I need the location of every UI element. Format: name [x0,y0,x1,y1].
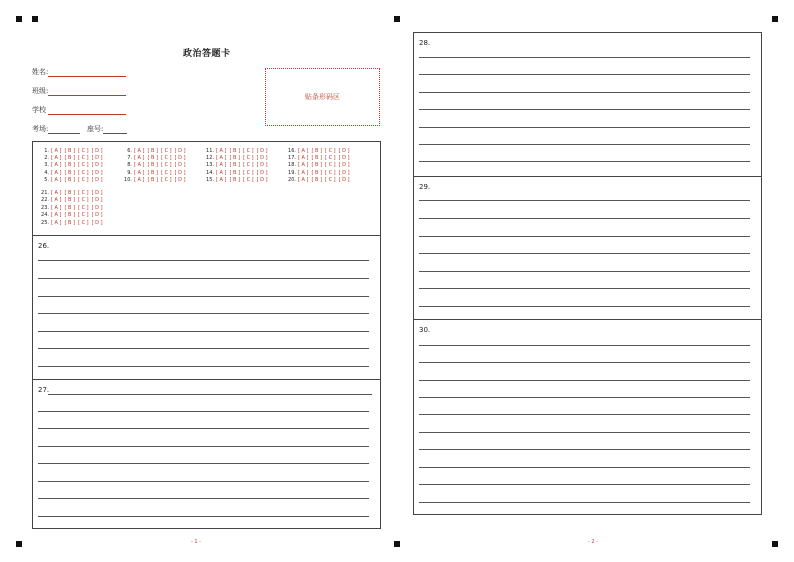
mc-question-number: 25. [41,220,49,226]
registration-mark [772,16,778,22]
question-28-box [413,32,762,177]
mc-option-bubble[interactable]: [ B ] [147,148,159,154]
mc-option-bubble[interactable]: [ A ] [134,170,145,176]
mc-option-bubble[interactable]: [ A ] [51,197,62,203]
mc-option-bubble[interactable]: [ C ] [161,177,172,183]
question-28-number: 28. [419,39,431,47]
mc-option-bubble[interactable]: [ B ] [229,162,241,168]
mc-option-bubble[interactable]: [ D ] [256,162,268,168]
mc-option-bubble[interactable]: [ B ] [64,162,76,168]
class-label: 班级: [32,87,49,95]
class-field[interactable] [32,86,126,96]
mc-option-bubble[interactable]: [ B ] [229,177,241,183]
class-input-line[interactable] [48,88,126,96]
mc-question-row [285,170,353,176]
answer-writing-line[interactable] [38,411,369,412]
mc-option-bubble[interactable]: [ D ] [91,197,103,203]
mc-option-bubble[interactable]: [ A ] [298,155,309,161]
mc-option-bubble[interactable]: [ A ] [51,170,62,176]
answer-writing-line[interactable] [419,449,750,450]
mc-option-bubble[interactable]: [ A ] [298,170,309,176]
mc-option-bubble[interactable]: [ D ] [256,155,268,161]
mc-option-bubble[interactable]: [ A ] [51,190,62,196]
mc-option-bubble[interactable]: [ D ] [338,170,350,176]
answer-writing-line[interactable] [419,306,750,307]
mc-question-row [121,155,189,161]
mc-option-bubble[interactable]: [ D ] [91,170,103,176]
mc-option-bubble[interactable]: [ D ] [338,148,350,154]
mc-question-number: 10. [124,177,132,183]
mc-option-bubble[interactable]: [ A ] [51,205,62,211]
mc-option-bubble[interactable]: [ B ] [311,177,323,183]
registration-mark [772,541,778,547]
mc-question-row [203,162,271,168]
mc-question-number: 22. [41,197,49,203]
page-number: - 2 - [588,539,598,545]
mc-option-bubble[interactable]: [ B ] [64,190,76,196]
mc-option-bubble[interactable]: [ A ] [134,155,145,161]
mc-option-bubble[interactable]: [ D ] [174,162,186,168]
question-30-number: 30. [419,326,431,334]
barcode-label: 贴条形码区 [305,93,340,101]
mc-option-bubble[interactable]: [ B ] [64,197,76,203]
mc-option-bubble[interactable]: [ B ] [311,148,323,154]
answer-writing-line[interactable] [48,394,372,395]
mc-option-bubble[interactable]: [ C ] [78,148,89,154]
mc-question-row [38,220,106,226]
answer-writing-line[interactable] [419,432,750,433]
name-field[interactable] [32,67,126,77]
answer-writing-line[interactable] [38,463,369,464]
mc-question-number: 11. [206,148,214,154]
registration-mark [32,16,38,22]
mc-question-row [38,212,106,218]
question-27-box [32,379,381,529]
mc-question-number: 16. [288,148,296,154]
mc-option-bubble[interactable]: [ B ] [147,155,159,161]
mc-option-bubble[interactable]: [ D ] [174,170,186,176]
mc-option-bubble[interactable]: [ C ] [325,170,336,176]
mc-option-bubble[interactable]: [ D ] [91,205,103,211]
mc-question-number: 7. [127,155,132,161]
answer-writing-line[interactable] [419,200,750,201]
mc-option-bubble[interactable]: [ D ] [91,212,103,218]
mc-option-bubble[interactable]: [ B ] [64,212,76,218]
mc-option-bubble[interactable]: [ D ] [91,162,103,168]
mc-option-bubble[interactable]: [ A ] [298,162,309,168]
mc-option-bubble[interactable]: [ B ] [64,220,76,226]
answer-writing-line[interactable] [419,161,750,162]
school-input-line[interactable] [48,107,126,115]
mc-question-number: 14. [206,170,214,176]
mc-option-bubble[interactable]: [ A ] [134,177,145,183]
mc-option-bubble[interactable]: [ A ] [216,148,227,154]
answer-writing-line[interactable] [419,467,750,468]
answer-writing-line[interactable] [38,446,369,447]
mc-option-bubble[interactable]: [ C ] [325,155,336,161]
name-input-line[interactable] [48,69,126,77]
answer-writing-line[interactable] [38,428,369,429]
mc-option-bubble[interactable]: [ B ] [229,148,241,154]
answer-writing-line[interactable] [38,516,369,517]
mc-option-bubble[interactable]: [ D ] [91,220,103,226]
answer-writing-line[interactable] [419,236,750,237]
mc-question-row [38,190,106,196]
answer-writing-line[interactable] [419,57,750,58]
registration-mark [16,541,22,547]
mc-option-bubble[interactable]: [ A ] [134,162,145,168]
barcode-area [265,68,380,126]
answer-writing-line[interactable] [38,296,369,297]
answer-writing-line[interactable] [419,74,750,75]
answer-writing-line[interactable] [38,260,369,261]
answer-writing-line[interactable] [419,345,750,346]
seat-label: 座号: [87,125,104,133]
registration-mark [16,16,22,22]
answer-writing-line[interactable] [419,109,750,110]
mc-question-number: 3. [44,162,49,168]
mc-option-bubble[interactable]: [ B ] [64,177,76,183]
mc-option-bubble[interactable]: [ B ] [229,155,241,161]
mc-question-number: 8. [127,162,132,168]
mc-question-row [121,170,189,176]
mc-option-bubble[interactable]: [ C ] [243,148,254,154]
mc-question-number: 20. [288,177,296,183]
mc-option-bubble[interactable]: [ C ] [243,170,254,176]
mc-question-row [38,177,106,183]
mc-option-bubble[interactable]: [ A ] [51,162,62,168]
mc-option-bubble[interactable]: [ B ] [64,170,76,176]
exam-room-label: 考场: [32,125,49,133]
question-29-box [413,176,762,320]
answer-writing-line[interactable] [38,278,369,279]
mc-option-bubble[interactable]: [ A ] [298,177,309,183]
mc-option-bubble[interactable]: [ B ] [64,155,76,161]
answer-writing-line[interactable] [419,92,750,93]
mc-option-bubble[interactable]: [ B ] [147,170,159,176]
answer-writing-line[interactable] [38,331,369,332]
answer-writing-line[interactable] [419,397,750,398]
mc-option-bubble[interactable]: [ C ] [161,148,172,154]
mc-question-number: 2. [44,155,49,161]
answer-writing-line[interactable] [38,348,369,349]
mc-option-bubble[interactable]: [ C ] [243,155,254,161]
question-27-number: 27. [38,386,50,394]
school-label: 学校 [32,106,46,114]
mc-option-bubble[interactable]: [ A ] [216,177,227,183]
mc-question-row [121,148,189,154]
answer-writing-line[interactable] [419,218,750,219]
mc-option-bubble[interactable]: [ B ] [229,170,241,176]
mc-question-row [121,177,189,183]
mc-option-bubble[interactable]: [ D ] [256,148,268,154]
answer-writing-line[interactable] [419,414,750,415]
exam-room-input-line[interactable] [48,126,80,134]
mc-question-row [38,155,106,161]
mc-option-bubble[interactable]: [ D ] [256,177,268,183]
mc-option-bubble[interactable]: [ B ] [147,177,159,183]
answer-writing-line[interactable] [38,313,369,314]
mc-option-bubble[interactable]: [ D ] [91,148,103,154]
answer-writing-line[interactable] [38,481,369,482]
mc-option-bubble[interactable]: [ C ] [78,197,89,203]
mc-question-row [203,148,271,154]
mc-option-bubble[interactable]: [ A ] [216,155,227,161]
mc-question-row [203,177,271,183]
mc-option-bubble[interactable]: [ A ] [134,148,145,154]
mc-option-bubble[interactable]: [ C ] [78,170,89,176]
exam-room-field[interactable] [32,124,127,134]
mc-question-row [203,155,271,161]
mc-question-row [121,162,189,168]
mc-option-bubble[interactable]: [ D ] [338,162,350,168]
mc-option-bubble[interactable]: [ A ] [51,148,62,154]
mc-option-bubble[interactable]: [ D ] [174,155,186,161]
question-29-number: 29. [419,183,431,191]
mc-option-bubble[interactable]: [ C ] [325,148,336,154]
mc-option-bubble[interactable]: [ C ] [243,162,254,168]
answer-writing-line[interactable] [419,502,750,503]
mc-option-bubble[interactable]: [ C ] [325,177,336,183]
answer-writing-line[interactable] [419,288,750,289]
mc-option-bubble[interactable]: [ B ] [147,162,159,168]
answer-writing-line[interactable] [38,366,369,367]
mc-question-row [285,155,353,161]
mc-question-row [285,162,353,168]
mc-question-number: 21. [41,190,49,196]
mc-question-number: 15. [206,177,214,183]
mc-option-bubble[interactable]: [ D ] [174,177,186,183]
mc-question-number: 19. [288,170,296,176]
mc-option-bubble[interactable]: [ B ] [311,155,323,161]
mc-question-number: 24. [41,212,49,218]
answer-writing-line[interactable] [419,380,750,381]
mc-question-number: 12. [206,155,214,161]
mc-option-bubble[interactable]: [ B ] [311,162,323,168]
mc-question-row [203,170,271,176]
mc-option-bubble[interactable]: [ C ] [78,162,89,168]
answer-writing-line[interactable] [38,498,369,499]
mc-question-number: 1. [44,148,49,154]
answer-writing-line[interactable] [419,271,750,272]
mc-option-bubble[interactable]: [ B ] [64,148,76,154]
mc-option-bubble[interactable]: [ A ] [51,220,62,226]
school-field[interactable] [32,105,126,115]
question-26-box [32,235,381,380]
answer-writing-line[interactable] [419,127,750,128]
page-number: - 1 - [191,539,201,545]
mc-option-bubble[interactable]: [ A ] [298,148,309,154]
name-label: 姓名: [32,68,49,76]
mc-option-bubble[interactable]: [ B ] [64,205,76,211]
mc-option-bubble[interactable]: [ D ] [174,148,186,154]
mc-option-bubble[interactable]: [ A ] [216,170,227,176]
mc-question-row [38,205,106,211]
mc-option-bubble[interactable]: [ C ] [78,177,89,183]
mc-option-bubble[interactable]: [ C ] [161,170,172,176]
mc-option-bubble[interactable]: [ C ] [78,220,89,226]
mc-question-number: 5. [44,177,49,183]
mc-question-row [38,170,106,176]
page-title: 政治答题卡 [183,49,231,59]
mc-option-bubble[interactable]: [ C ] [325,162,336,168]
answer-writing-line[interactable] [419,362,750,363]
mc-question-number: 6. [127,148,132,154]
mc-option-bubble[interactable]: [ C ] [78,205,89,211]
mc-option-bubble[interactable]: [ C ] [78,190,89,196]
mc-option-bubble[interactable]: [ B ] [311,170,323,176]
mc-option-bubble[interactable]: [ D ] [256,170,268,176]
mc-option-bubble[interactable]: [ D ] [91,155,103,161]
registration-mark [394,16,400,22]
question-30-box [413,319,762,515]
mc-question-row [38,197,106,203]
mc-question-number: 4. [44,170,49,176]
mc-question-number: 18. [288,162,296,168]
mc-question-number: 17. [288,155,296,161]
mc-option-bubble[interactable]: [ C ] [161,155,172,161]
mc-option-bubble[interactable]: [ A ] [51,155,62,161]
answer-writing-line[interactable] [419,253,750,254]
mc-option-bubble[interactable]: [ D ] [91,177,103,183]
mc-question-row [285,148,353,154]
mc-option-bubble[interactable]: [ D ] [338,155,350,161]
mc-question-row [38,162,106,168]
mc-option-bubble[interactable]: [ D ] [91,190,103,196]
question-26-number: 26. [38,242,50,250]
seat-input-line[interactable] [103,126,127,134]
mc-option-bubble[interactable]: [ C ] [78,155,89,161]
registration-mark [394,541,400,547]
mc-option-bubble[interactable]: [ C ] [161,162,172,168]
mc-option-bubble[interactable]: [ A ] [216,162,227,168]
mc-question-number: 9. [127,170,132,176]
answer-writing-line[interactable] [419,144,750,145]
answer-writing-line[interactable] [419,484,750,485]
mc-question-number: 23. [41,205,49,211]
mc-question-row [285,177,353,183]
mc-option-bubble[interactable]: [ D ] [338,177,350,183]
mc-option-bubble[interactable]: [ C ] [78,212,89,218]
mc-question-row [38,148,106,154]
mc-question-number: 13. [206,162,214,168]
mc-option-bubble[interactable]: [ A ] [51,212,62,218]
mc-option-bubble[interactable]: [ A ] [51,177,62,183]
mc-option-bubble[interactable]: [ C ] [243,177,254,183]
